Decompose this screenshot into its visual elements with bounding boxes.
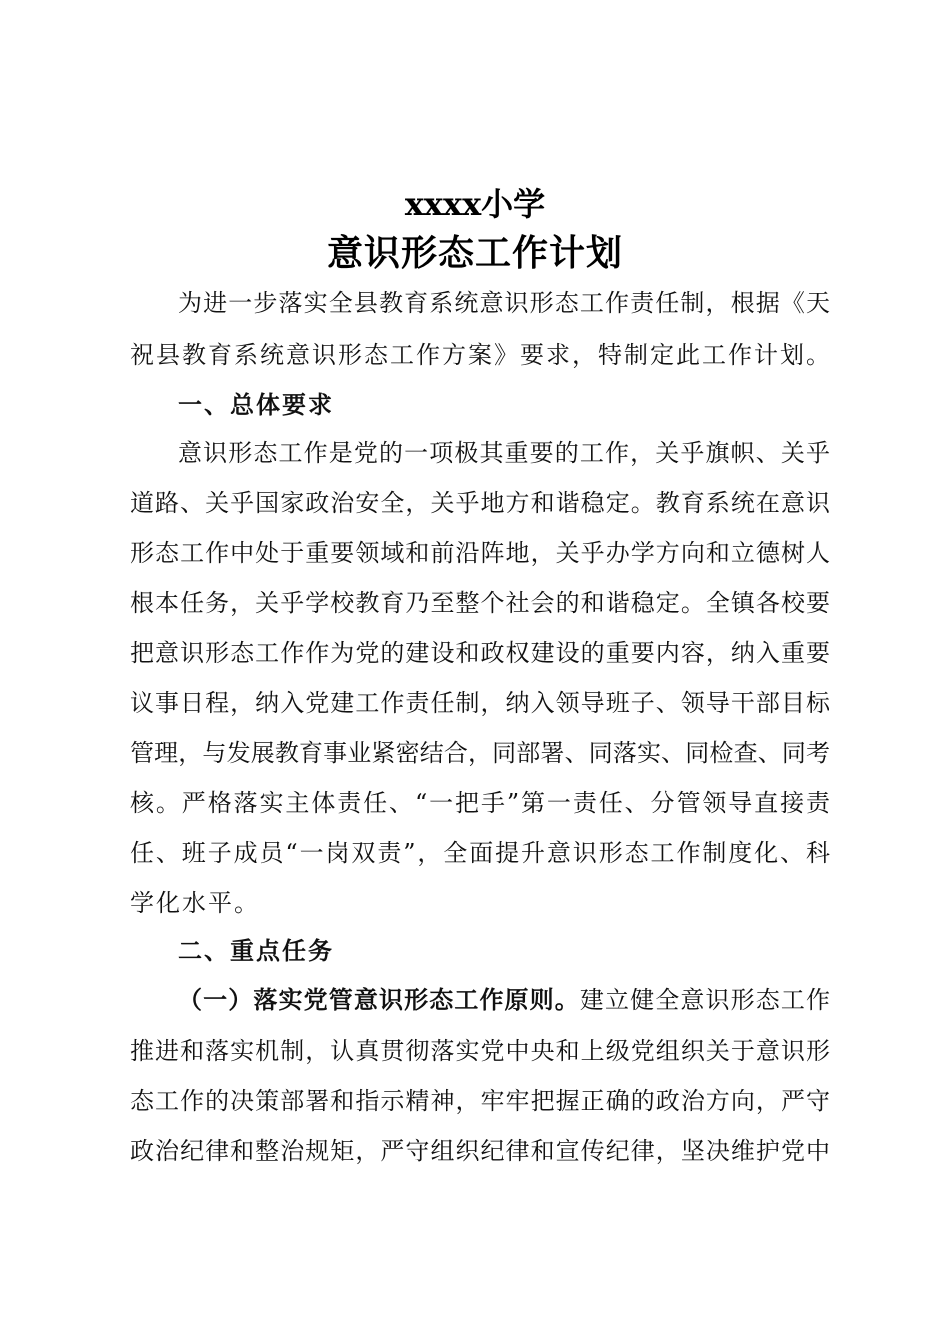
section2-item1-line-3: 态工作的决策部署和指示精神，牢牢把握正确的政治方向，严守 [130, 1087, 830, 1115]
section2-item1-line-1 [178, 984, 830, 1016]
section1-line-6: 议事日程，纳入党建工作责任制，纳入领导班子、领导干部目标 [130, 689, 830, 717]
section1-line-10: 学化水平。 [130, 889, 260, 917]
section1-line-1: 意识形态工作是党的一项极其重要的工作，关乎旗帜、关乎 [178, 439, 830, 467]
section2-item1-line-4: 政治纪律和整治规矩，严守组织纪律和宣传纪律，坚决维护党中 [130, 1137, 830, 1165]
section1-line-5: 把意识形态工作作为党的建设和政权建设的重要内容，纳入重要 [130, 639, 830, 667]
document-school-title: xxxx小学 [404, 185, 546, 223]
section1-line-2: 道路、关乎国家政治安全，关乎地方和谐稳定。教育系统在意识 [130, 489, 830, 517]
section1-line-7: 管理，与发展教育事业紧密结合，同部署、同落实、同检查、同考 [130, 739, 830, 767]
section1-line-3: 形态工作中处于重要领域和前沿阵地，关乎办学方向和立德树人 [130, 539, 830, 567]
intro-line-2: 祝县教育系统意识形态工作方案》要求，特制定此工作计划。 [130, 341, 832, 369]
section2-item1-lead: （一）落实党管意识形态工作原则。 [178, 986, 580, 1014]
section2-item1-line-2: 推进和落实机制，认真贯彻落实党中央和上级党组织关于意识形 [130, 1037, 830, 1065]
section1-line-8: 核。严格落实主体责任、“一把手”第一责任、分管领导直接责 [130, 789, 830, 817]
section-heading-overall-requirements: 一、总体要求 [178, 391, 334, 419]
section-heading-key-tasks: 二、重点任务 [178, 937, 334, 965]
section1-line-9: 任、班子成员“一岗双责”，全面提升意识形态工作制度化、科 [130, 839, 830, 867]
section2-item1-first-line-rest: 建立健全意识形态工作 [579, 986, 831, 1014]
section1-line-4: 根本任务，关乎学校教育乃至整个社会的和谐稳定。全镇各校要 [130, 589, 830, 617]
document-main-title: 意识形态工作计划 [326, 232, 623, 274]
intro-line-1: 为进一步落实全县教育系统意识形态工作责任制，根据《天 [178, 289, 830, 317]
